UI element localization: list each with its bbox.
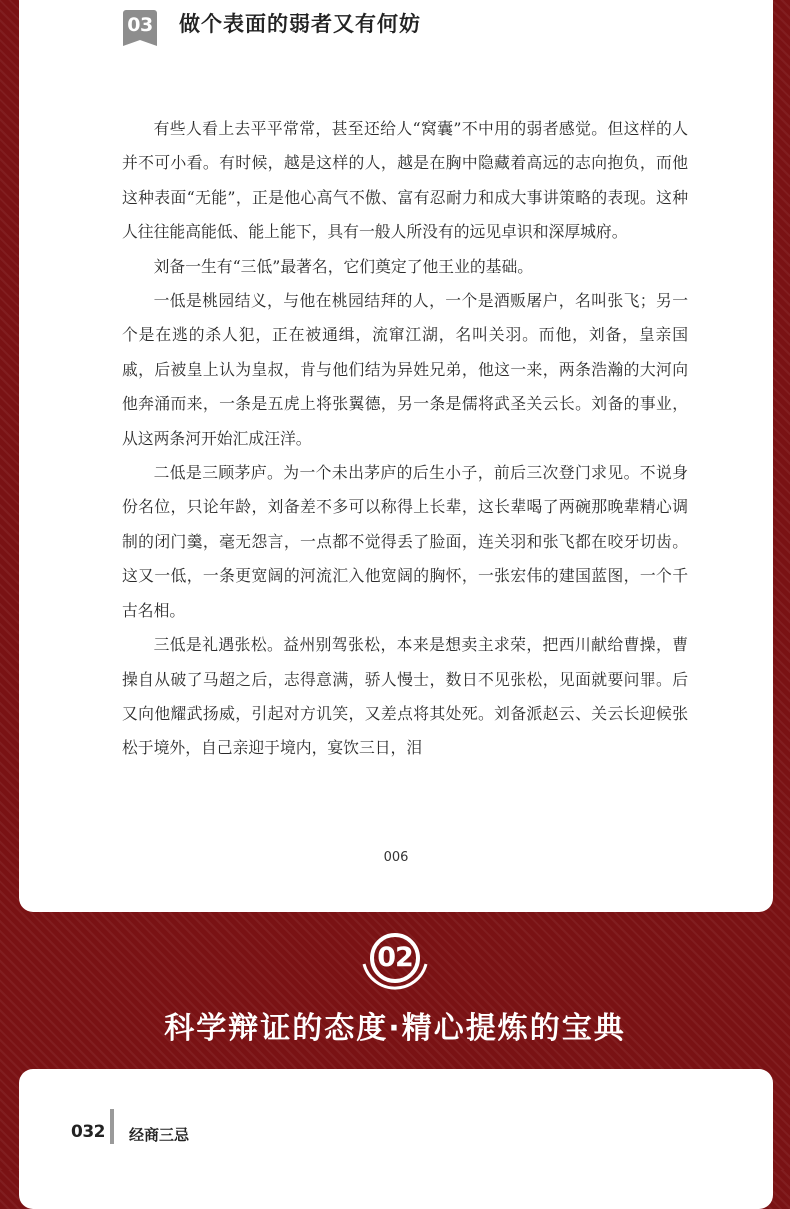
body-text	[122, 112, 688, 766]
feature-number: 02	[377, 942, 413, 973]
feature-banner-title: 科学辩证的态度·精心提炼的宝典	[164, 1011, 626, 1046]
paragraph: 三低是礼遇张松。益州别驾张松，本来是想卖主求荣，把西川献给曹操，曹操自从破了马超之后，志得意满，骄人慢士，数日不见张松，见面就要问罪。后又向他耀武扬威，引起对方讥笑，又差点将其处死。刘备派赵云、关云长迎候张松于境外，自己亲迎于境内，宴饮三日，泪	[122, 635, 688, 758]
feature-number-badge	[355, 928, 435, 998]
section-title: 做个表面的弱者又有何妨	[179, 12, 421, 36]
next-page-card	[19, 1069, 773, 1209]
page-number: 006	[383, 850, 409, 865]
footer-page-number: 032	[71, 1122, 105, 1142]
paragraph: 有些人看上去平平常常，甚至还给人“窝囊”不中用的弱者感觉。但这样的人并不可小看。有时候，越是这样的人，越是在胸中隐藏着高远的志向抱负，而他这种表面“无能”，正是他心高气不傲、富有忍耐力和成大事讲策略的表现。这种人往往能高能低、能上能下，具有一般人所没有的远见卓识和深厚城府。	[122, 119, 688, 242]
book-page-card	[19, 0, 773, 912]
section-number-badge: 03	[123, 10, 157, 40]
paragraph: 一低是桃园结义，与他在桃园结拜的人，一个是酒贩屠户，名叫张飞；另一个是在逃的杀人犯，正在被通缉，流窜江湖，名叫关羽。而他，刘备，皇亲国戚，后被皇上认为皇叔，肯与他们结为异姓兄弟，他这一来，两条浩瀚的大河向他奔涌而来，一条是五虎上将张翼德，另一条是儒将武圣关云长。刘备的事业，从这两条河开始汇成汪洋。	[122, 291, 688, 448]
footer-book-title: 经商三忌	[129, 1126, 190, 1144]
paragraph: 二低是三顾茅庐。为一个未出茅庐的后生小子，前后三次登门求见。不说身份名位，只论年龄，刘备差不多可以称得上长辈，这长辈喝了两碗那晚辈精心调制的闭门羹，毫无怨言，一点都不觉得丢了脸面，连关羽和张飞都在咬牙切齿。这又一低，一条更宽阔的河流汇入他宽阔的胸怀，一张宏伟的建国蓝图，一个千古名相。	[122, 463, 688, 620]
paragraph: 刘备一生有“三低”最著名，它们奠定了他王业的基础。	[153, 256, 534, 276]
footer-divider	[110, 1109, 114, 1144]
